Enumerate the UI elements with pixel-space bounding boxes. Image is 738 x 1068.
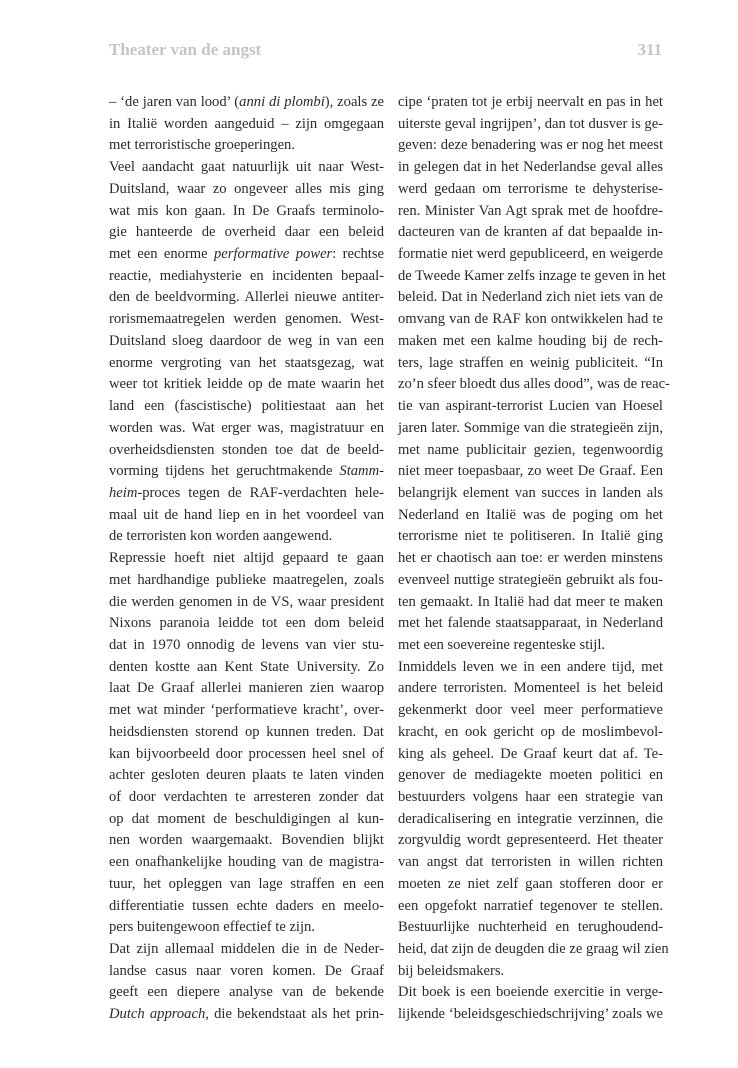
text-segment: Repressie hoeft niet altijd gepaard te gaan <box>109 550 384 567</box>
text-segment: maken met een kalme houding bij de rech- <box>398 332 663 349</box>
text-segment: moeten ze niet zelf gaan stofferen door er <box>398 875 663 892</box>
text-segment: Nixons paranoia leidde tot een dom beleid <box>109 615 384 632</box>
text-segment: met hardhandige publieke maatregelen, zoals <box>109 571 384 588</box>
italic-text: Dutch approach <box>109 1006 206 1023</box>
text-segment: lijkende ‘beleidsgeschiedschrijving’ zoals we <box>398 1006 663 1023</box>
text-line <box>109 331 384 353</box>
text-line <box>109 722 384 744</box>
text-line <box>398 483 663 505</box>
text-line <box>398 440 663 462</box>
text-line <box>109 744 384 766</box>
text-segment: uiterste geval ingrijpen’, dan tot dusver is ge- <box>398 115 664 132</box>
text-line <box>109 982 384 1004</box>
text-line <box>398 374 670 396</box>
text-segment: formatie niet werd gepubliceerd, en weigerde <box>398 246 663 263</box>
text-segment: dat in 1970 onnodig de levens van vier stu- <box>109 636 384 653</box>
text-line <box>398 244 663 266</box>
text-segment: werd gedaan om terrorisme te dehysterise- <box>398 180 663 197</box>
text-line <box>109 570 384 592</box>
italic-text: Stamm- <box>339 463 384 480</box>
text-line <box>109 657 384 679</box>
text-segment: in Italië worden aangeduid – zijn omgegaan <box>109 115 384 132</box>
text-segment: ), zoals ze <box>324 94 384 110</box>
text-segment: zorgvuldig wordt gepresenteerd. Het theater <box>398 832 663 849</box>
text-segment: in gelegen dat in het Nederlandse geval alles <box>398 159 663 176</box>
text-segment: reactie, mediahysterie en incidenten bepaal- <box>109 267 384 284</box>
right-text-column <box>398 92 670 1026</box>
text-line <box>398 114 663 136</box>
text-segment: jaren later. Sommige van die strategieën zijn, <box>398 419 663 436</box>
text-line <box>109 418 384 440</box>
text-segment: kracht, en ook gericht op de moslimbevol- <box>398 723 663 740</box>
text-segment: den de beeldvorming. Allerlei nieuwe antiter- <box>109 289 384 306</box>
text-line <box>398 939 669 961</box>
text-segment: gekenmerkt door veel meer performatieve <box>398 702 663 719</box>
text-segment: met name publicitair gezien, tegenwoordig <box>398 441 663 458</box>
text-line <box>109 396 384 418</box>
text-segment: dacteuren van de kranten af dat bepaalde in- <box>398 224 663 241</box>
text-line <box>398 722 663 744</box>
text-segment: cipe ‘praten tot je erbij neervalt en pas in het <box>398 94 663 110</box>
text-segment: kan bijvoorbeeld door processen heel snel of <box>109 745 384 762</box>
text-segment: Duitsland sloeg daardoor de weg in van een <box>109 332 384 349</box>
text-line <box>109 1004 384 1026</box>
text-segment: niet meer toepasbaar, zo weet De Graaf. Een <box>398 463 663 480</box>
text-line <box>109 809 384 831</box>
text-segment: Nederland en Italië was de poging om het <box>398 506 663 523</box>
text-line <box>398 765 663 787</box>
text-segment: met terroristische groeperingen. <box>109 137 295 154</box>
text-segment: vorming tijdens het geruchtmakende <box>109 463 340 480</box>
text-segment: het er chaotisch aan toe: er werden minstens <box>398 550 663 567</box>
text-segment: met wat minder ‘performatieve kracht’, over- <box>109 702 384 719</box>
text-segment: gie hanteerde de overheid daar een beleid <box>109 224 384 241</box>
text-line <box>398 179 663 201</box>
text-segment: worden was. Wat erger was, magistratuur en <box>109 419 384 436</box>
text-line <box>398 1004 663 1026</box>
text-segment: evenveel nuttige strategieën gebruikt als fou- <box>398 571 663 588</box>
text-segment: ten gemaakt. In Italië had dat meer te maken <box>398 593 663 610</box>
text-line <box>109 266 384 288</box>
text-line <box>398 592 663 614</box>
text-line <box>398 135 663 157</box>
text-line <box>398 635 663 657</box>
text-segment: geeft een diepere analyse van de bekende <box>109 984 384 1001</box>
text-line <box>398 787 663 809</box>
text-segment: op dat moment de beschuldigingen al kun- <box>109 810 384 827</box>
text-line <box>398 266 666 288</box>
text-segment: nen worden waargemaakt. Bovendien blijkt <box>109 832 384 849</box>
text-segment: Inmiddels leven we in een andere tijd, met <box>398 658 663 675</box>
text-segment: met een soevereine regenteske stijl. <box>398 636 606 653</box>
text-segment: of door verdachten te arresteren zonder dat <box>109 789 384 805</box>
text-segment: Veel aandacht gaat natuurlijk uit naar West- <box>109 159 384 176</box>
italic-text: performative power <box>214 246 333 263</box>
text-line <box>109 700 384 722</box>
text-segment: : rechtse <box>332 246 384 263</box>
text-line <box>398 418 663 440</box>
text-segment: wat mis kon gaan. In De Graafs terminolo- <box>109 202 384 219</box>
text-segment: ren. Minister Van Agt sprak met de hoofdre- <box>398 202 663 219</box>
text-segment: heid, dat zijn de deugden die ze graag wil zien <box>398 941 669 958</box>
text-segment: genover de mediagekte moeten politici en <box>398 767 663 784</box>
text-segment: Duitsland, waar zo ongeveer alles mis ging <box>109 180 384 197</box>
text-segment: overheidsdiensten stonden toe dat de beeld- <box>109 441 384 458</box>
text-line <box>109 135 384 157</box>
text-line <box>109 548 384 570</box>
text-segment: landse casus naar voren komen. De Graaf <box>109 962 384 979</box>
text-segment: geven: deze benadering was er nog het meest <box>398 137 663 154</box>
text-segment: land een (fascistische) politiestaat aan het <box>109 398 384 415</box>
text-line <box>398 548 663 570</box>
text-line <box>109 309 384 331</box>
text-line <box>109 917 384 939</box>
text-line <box>109 613 384 635</box>
text-segment: een opgefokt narratief tegenover te stellen. <box>398 897 663 914</box>
text-line <box>109 157 384 179</box>
italic-text: anni di plombi <box>239 94 325 110</box>
text-line <box>398 570 663 592</box>
text-line <box>109 244 384 266</box>
text-line <box>109 440 384 462</box>
text-line <box>109 830 384 852</box>
text-line <box>398 157 663 179</box>
text-line <box>109 787 384 809</box>
text-line <box>109 92 384 114</box>
text-segment: Dit boek is een boeiende exercitie in verge- <box>398 984 663 1001</box>
text-segment: deradicalisering en integratie verzinnen, die <box>398 810 663 827</box>
text-line <box>109 483 384 505</box>
text-line <box>109 201 384 223</box>
text-segment: de terroristen kon worden aangewend. <box>109 528 333 545</box>
text-segment: omvang van de RAF kon ontwikkelen had te <box>398 311 663 328</box>
text-line <box>109 961 384 983</box>
text-segment: ters, lage straffen en weinig publiciteit. “In <box>398 354 663 371</box>
text-line <box>398 744 663 766</box>
text-segment: beleid. Dat in Nederland zich niet iets van de <box>398 289 663 306</box>
text-segment: rorismemaatregelen werden genomen. West- <box>109 311 384 328</box>
text-line <box>398 830 663 852</box>
text-segment: heidsdiensten storend op kunnen treden. Dat <box>109 723 384 740</box>
text-segment: terrorisme niet te politiseren. In Italië ging <box>398 528 663 545</box>
text-segment: tuur, het opleggen van lage straffen en een <box>109 875 384 892</box>
text-line <box>398 287 663 309</box>
text-segment: pers buitengewoon effectief te zijn. <box>109 919 315 936</box>
text-line <box>109 896 384 918</box>
text-line <box>109 114 384 136</box>
text-line <box>398 896 663 918</box>
running-head <box>109 40 662 64</box>
text-line <box>398 201 663 223</box>
text-segment: king als geheel. De Graaf keurt dat af. Te- <box>398 745 663 762</box>
italic-text: heim <box>109 484 138 501</box>
text-segment: zo’n sfeer bloedt dus alles dood”, was de reac- <box>398 376 670 393</box>
text-line <box>398 982 663 1004</box>
text-line <box>109 505 384 527</box>
page-number: 311 <box>637 40 662 59</box>
text-segment: weer tot kritiek leidde op de mate waarin het <box>109 376 384 393</box>
text-line <box>398 700 663 722</box>
text-line <box>109 526 384 548</box>
left-text-column <box>109 92 384 1026</box>
text-line <box>109 939 384 961</box>
text-line <box>398 396 663 418</box>
text-segment: achter gesloten deuren plaats te laten vinden <box>109 767 384 784</box>
text-line <box>398 353 663 375</box>
text-line <box>109 179 384 201</box>
text-segment: laat De Graaf allerlei manieren zien waarop <box>109 680 384 697</box>
text-segment: bestuurders volgens haar een strategie van <box>398 789 663 805</box>
text-line <box>109 287 384 309</box>
text-segment: de Tweede Kamer zelfs inzage te geven in het <box>398 267 666 284</box>
text-line <box>398 852 663 874</box>
text-line <box>398 331 663 353</box>
text-line <box>398 809 663 831</box>
text-line <box>398 678 663 700</box>
text-segment: differentiatie tussen echte daders en meelo- <box>109 897 384 914</box>
text-line <box>398 461 663 483</box>
text-segment: maal uit de hand liep en in het voordeel van <box>109 506 384 523</box>
text-line <box>398 526 663 548</box>
text-segment: Bestuurlijke nuchterheid en terughoudend- <box>398 919 663 936</box>
text-line <box>398 961 663 983</box>
text-segment: die werden genomen in de VS, waar president <box>109 593 384 610</box>
text-segment: andere terroristen. Momenteel is het beleid <box>398 680 663 697</box>
text-segment: enorme vergroting van het staatsgezag, wat <box>109 354 384 371</box>
text-line <box>109 222 384 244</box>
text-line <box>398 657 663 679</box>
text-segment: van angst dat terroristen in willen richten <box>398 854 663 871</box>
text-segment: met een enorme <box>109 246 214 263</box>
text-line <box>109 461 384 483</box>
text-line <box>398 505 663 527</box>
text-line <box>398 917 663 939</box>
text-segment: met het falende staatsapparaat, in Nederland <box>398 615 663 632</box>
text-line <box>109 592 384 614</box>
running-title: Theater van de angst <box>109 40 262 59</box>
text-line <box>109 678 384 700</box>
text-line <box>398 222 663 244</box>
text-line <box>398 874 663 896</box>
text-line <box>109 635 384 657</box>
text-line <box>109 374 384 396</box>
text-line <box>109 765 384 787</box>
text-line <box>109 353 384 375</box>
text-line <box>109 852 384 874</box>
text-segment: -proces tegen de RAF-verdachten hele- <box>137 484 384 501</box>
text-line <box>398 309 663 331</box>
text-line <box>109 874 384 896</box>
text-segment: , die bekendstaat als het prin- <box>205 1006 385 1023</box>
text-segment: bij beleidsmakers. <box>398 962 505 979</box>
text-segment: denten kostte aan Kent State University. Zo <box>109 658 384 675</box>
text-segment: – ‘de jaren van lood’ ( <box>109 94 240 110</box>
text-line <box>398 92 663 114</box>
text-segment: een onafhankelijke houding van de magistra- <box>109 854 384 871</box>
text-line <box>398 613 663 635</box>
text-segment: belangrijk element van succes in landen als <box>398 484 663 501</box>
text-segment: tie van aspirant-terrorist Lucien van Hoesel <box>398 398 663 415</box>
text-segment: Dat zijn allemaal middelen die in de Neder- <box>109 941 384 958</box>
